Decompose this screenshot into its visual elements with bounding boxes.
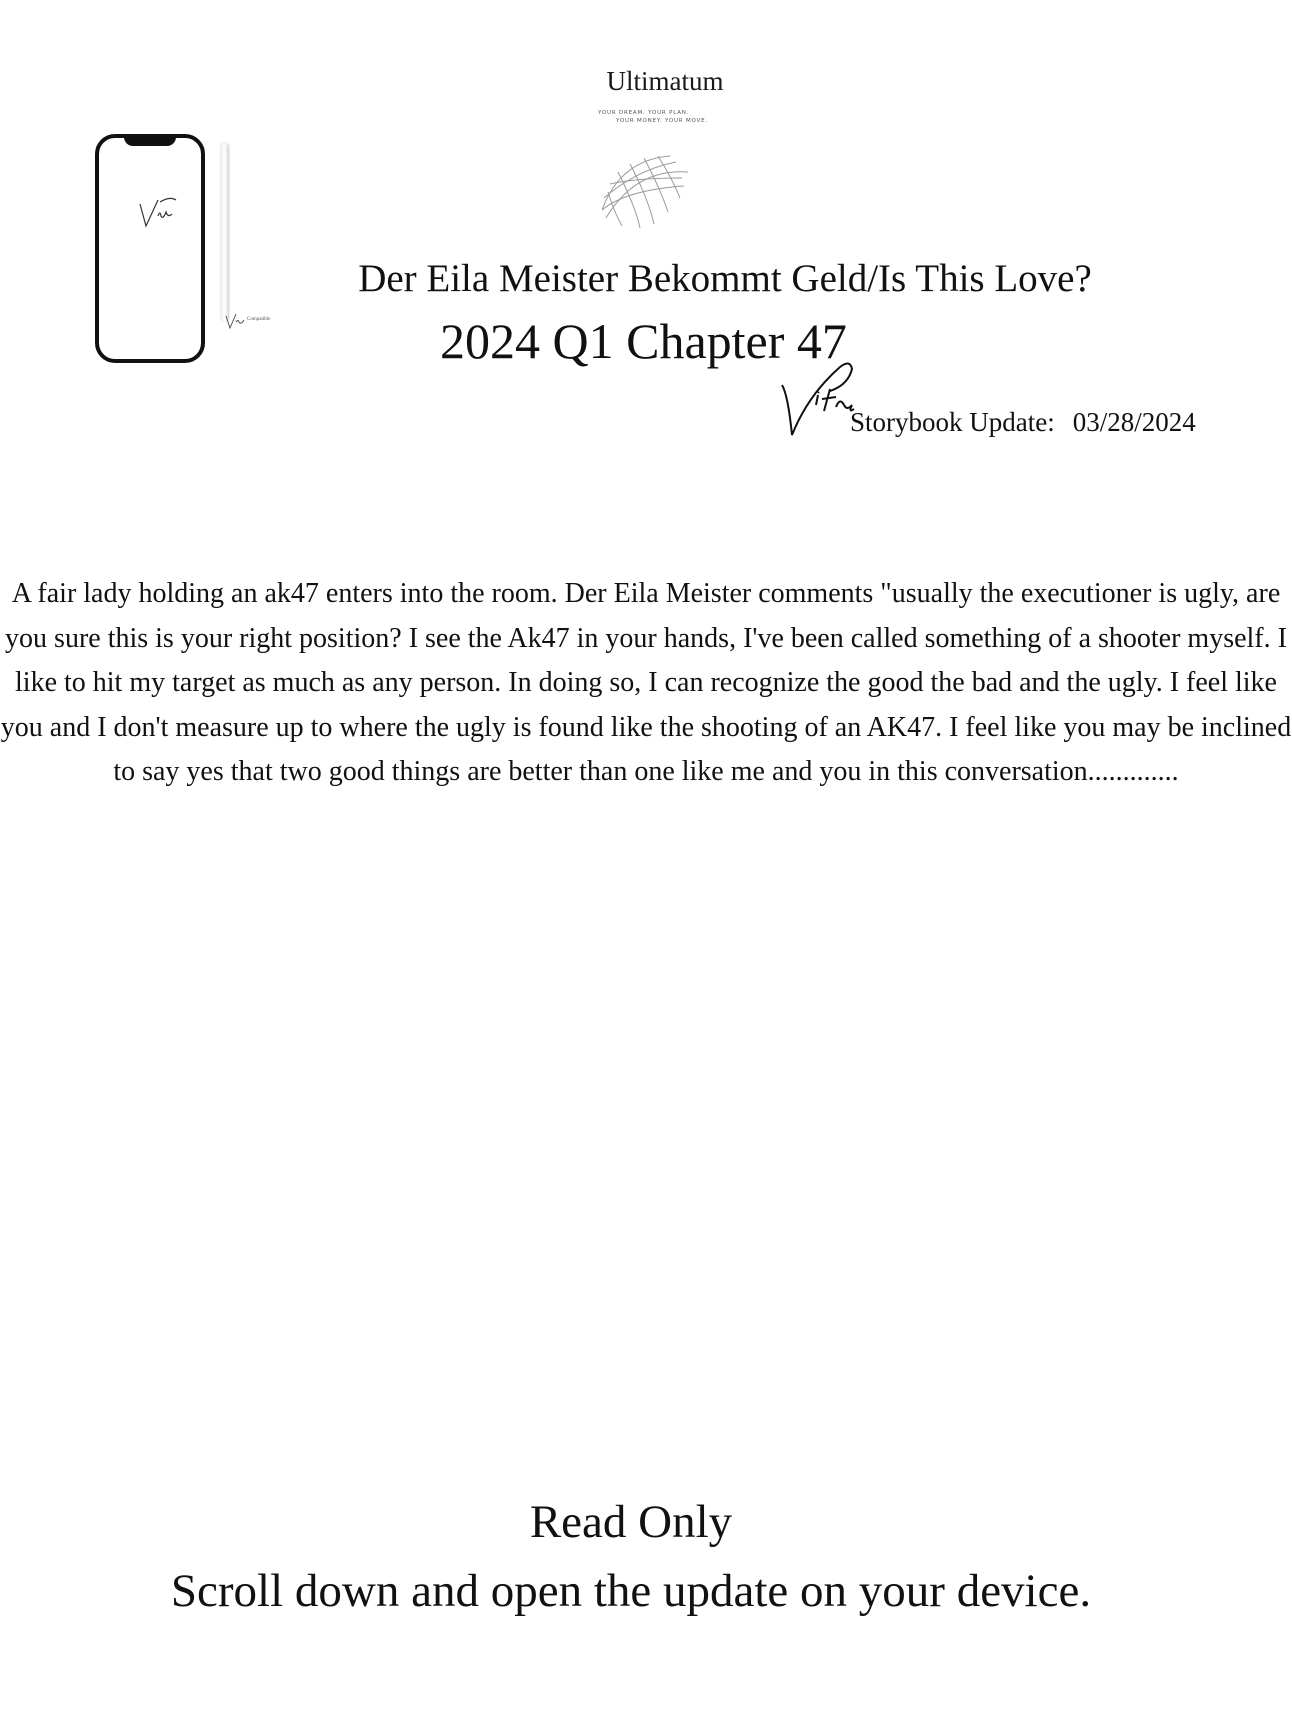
phone-illustration <box>95 134 205 363</box>
scroll-instruction: Scroll down and open the update on your device. <box>170 1565 1092 1617</box>
phone-notch <box>124 134 176 146</box>
read-only-label: Read Only <box>529 1496 733 1548</box>
tagline-line-1: YOUR DREAM. YOUR PLAN. <box>598 110 690 116</box>
compatible-label: Compatible <box>247 317 271 322</box>
chapter-heading: 2024 Q1 Chapter 47 <box>440 313 847 369</box>
vita-compatible-icon <box>224 312 246 330</box>
brand-title: Ultimatum <box>606 66 724 96</box>
vita-logo-icon <box>136 196 182 232</box>
storybook-update <box>850 407 1196 438</box>
update-date: 03/28/2024 <box>1072 407 1196 437</box>
tagline-line-2: YOUR MONEY. YOUR MOVE. <box>616 118 708 124</box>
stylus-illustration <box>221 143 229 321</box>
globe-logo-icon <box>596 148 696 232</box>
document-title: Der Eila Meister Bekommt Geld/Is This Love? <box>358 257 1092 300</box>
brand-tagline <box>598 109 738 125</box>
update-label: Storybook Update: <box>850 407 1055 437</box>
story-paragraph: A fair lady holding an ak47 enters into the room. Der Eila Meister comments "usually the executioner is ugly, are you sure this is your right position? I see the Ak47 in your hands, I've been called something of a shooter myself. I like to hit my target as much as any person. In doing so, I can recognize the good the bad and the ugly. I feel like you and I don't measure up to where the ugly is found like the shooting of an AK47. I feel like you may be inclined to say yes that two good things are better than one like me and you in this conversation............. <box>0 578 1292 787</box>
